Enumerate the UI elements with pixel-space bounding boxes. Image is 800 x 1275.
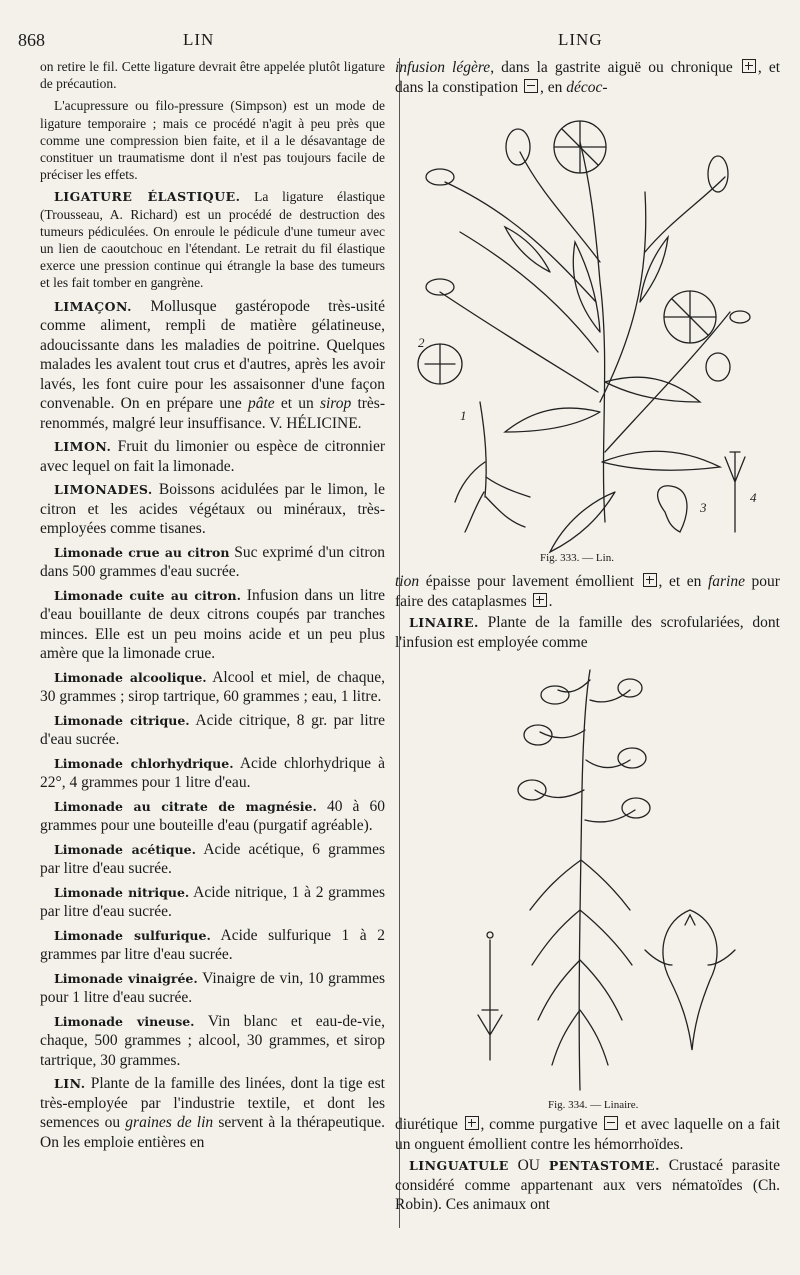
entry-limonade-sulfurique: Limonade sulfurique. Acide sulfurique 1 à 2 grammes par litre d'eau sucrée. xyxy=(40,926,385,964)
entry-title: LINGUATULE xyxy=(409,1158,509,1173)
linaria-plant-illustration xyxy=(440,660,770,1115)
right-column-bottom xyxy=(395,1115,780,1219)
figure-label-2: 2 xyxy=(418,335,425,350)
entry-title: LIMON. xyxy=(54,439,112,455)
entry-linguatule: LINGUATULE OU PENTASTOME. Crustacé parasite considéré comme appartenant aux vers nématoïdes (Ch. Robin). Ces animaux ont xyxy=(395,1157,780,1213)
figure-caption-334: Fig. 334. — Linaire. xyxy=(548,1099,639,1111)
page-number: 868 xyxy=(18,30,45,50)
entry-limonade-chlorhydrique: Limonade chlorhydrique. Acide chlorhydrique à 22°, 4 grammes pour 1 litre d'eau. xyxy=(40,754,385,792)
minus-box-icon xyxy=(524,79,538,93)
entry-limonade-magnesie: Limonade au citrate de magnésie. 40 à 60 grammes pour une bouteille d'eau (purgatif agréable). xyxy=(40,797,385,835)
right-running-title: LING xyxy=(558,30,603,49)
entry-limonade-citrique: Limonade citrique. Acide citrique, 8 gr. par litre d'eau sucrée. xyxy=(40,711,385,749)
plus-box-icon xyxy=(465,1116,479,1130)
left-running-title: LIN xyxy=(183,30,215,49)
entry-limonade-alcoolique: Limonade alcoolique. Alcool et miel, de chaque, 30 grammes ; sirop tartrique, 60 grammes ; eau, 1 litre. xyxy=(40,668,385,706)
figure-label-3: 3 xyxy=(700,500,707,515)
entry-limonades: LIMONADES. Boissons acidulées par le limon, le citron et les acides végétaux ou minéraux, très-employées comme tisanes. xyxy=(40,481,385,538)
minus-box-icon xyxy=(604,1116,618,1130)
lin-continuation-2: tion épaisse pour lavement émollient , et en farine pour faire des cataplasmes . xyxy=(395,573,780,610)
entry-title: LIN. xyxy=(54,1076,86,1092)
entry-title: LIMONADES. xyxy=(54,482,153,498)
right-column-middle xyxy=(395,572,780,656)
entry-limonade-cuite: Limonade cuite au citron. Infusion dans un litre d'eau bouillante de deux citrons coupés par tranches minces. Elle est un peu moins acide et un peu plus amère que la limonade crue. xyxy=(40,586,385,663)
flax-plant-illustration xyxy=(400,102,780,572)
figure-label-4: 4 xyxy=(750,490,757,505)
entry-ligature-elastique: LIGATURE ÉLASTIQUE. La ligature élastique (Trousseau, A. Richard) est un procédé de destruction des tumeurs pédiculées. On enroule le pédicule d'une tumeur avec un lien de caoutchouc en l'étendant. Le retrait du fil élastique exerce une pression continue qui étrangle la base des tumeurs et les fait tomber en gangrène. xyxy=(40,189,385,291)
entry-title: LIGATURE ÉLASTIQUE. xyxy=(54,189,241,205)
entry-limacon: LIMAÇON. Mollusque gastéropode très-usité comme aliment, rempli de matière gélatineuse, adoucissante dans les maladies de poitrine. Quelques malades les avalent tout crus et d'autres, après les avoir lavés, les font cuire pour les assaisonner d'une façon convenable. On en prépare une pâte et un sirop très-renommés, malgré leur insuffisance. V. HÉLICINE. xyxy=(40,297,386,432)
entry-limonade-nitrique: Limonade nitrique. Acide nitrique, 1 à 2 grammes par litre d'eau sucrée. xyxy=(40,883,385,921)
running-head xyxy=(18,30,782,54)
linaire-continuation: diurétique , comme purgative et avec laquelle on a fait un onguent émollient contre les hémorrhoïdes. xyxy=(395,1116,780,1153)
entry-linaire: LINAIRE. Plante de la famille des scrofulariées, dont l'infusion est employée comme xyxy=(395,614,780,651)
paragraph-fil: on retire le fil. Cette ligature devrait être appelée plutôt ligature de précaution. xyxy=(40,59,385,92)
entry-limonade-vinaigree: Limonade vinaigrée. Vinaigre de vin, 10 grammes pour 1 litre d'eau sucrée. xyxy=(40,969,385,1007)
plus-box-icon xyxy=(533,593,547,607)
plus-box-icon xyxy=(742,59,756,73)
entry-limonade-crue: Limonade crue au citron Suc exprimé d'un citron dans 500 grammes d'eau sucrée. xyxy=(40,543,386,581)
figure-caption-333: Fig. 333. — Lin. xyxy=(540,552,614,564)
entry-limonade-vineuse: Limonade vineuse. Vin blanc et eau-de-vie, chaque, 500 grammes ; alcool, 30 grammes, et sirop tartrique, 30 grammes. xyxy=(40,1012,385,1069)
entry-limon: LIMON. Fruit du limonier ou espèce de citronnier avec lequel on fait la limonade. xyxy=(40,438,385,475)
entry-title: LIMAÇON. xyxy=(54,298,132,314)
entry-limonade-acetique: Limonade acétique. Acide acétique, 6 grammes par litre d'eau sucrée. xyxy=(40,840,385,878)
paragraph-acupressure: L'acupressure ou filo-pressure (Simpson) est un mode de ligature temporaire ; mais ce procédé n'agit à peu près que comme une compression bien faite, et il a le désavantage de constituer un traumatisme dont il n'est pas toujours facile de préciser les effets. xyxy=(40,98,385,183)
entry-lin: LIN. Plante de la famille des linées, dont la tige est très-employée par l'industrie textile, et dont les semences ou graines de lin servent à la thérapeutique. On les emploie entières en xyxy=(40,1075,385,1151)
left-column xyxy=(40,58,385,1156)
lin-continuation: infusion légère, dans la gastrite aiguë ou chronique , et dans la constipation , en décoc- xyxy=(395,59,781,96)
figure-label-1: 1 xyxy=(460,408,467,423)
plus-box-icon xyxy=(643,573,657,587)
right-column-top xyxy=(395,58,780,97)
entry-title: LINAIRE. xyxy=(409,615,479,630)
